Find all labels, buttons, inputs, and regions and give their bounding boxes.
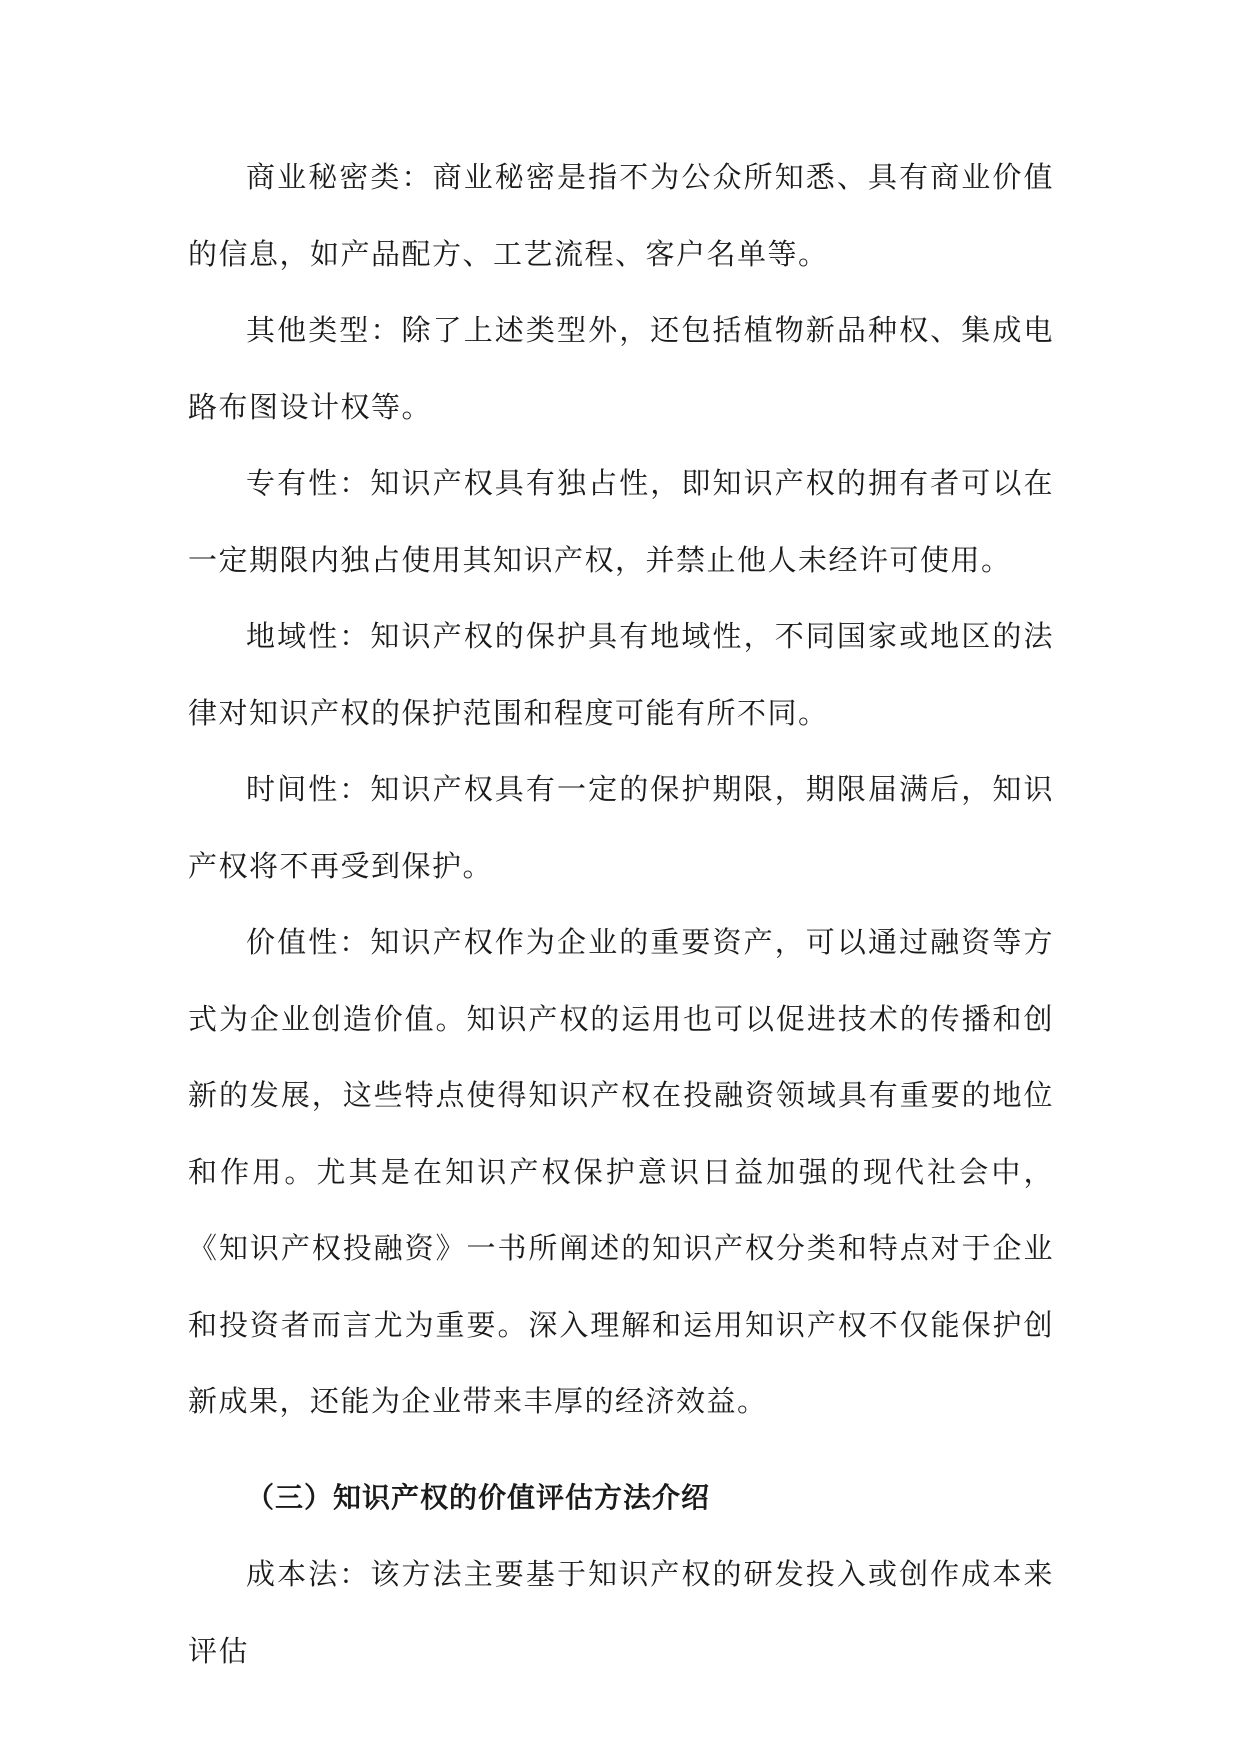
paragraph-timeliness: 时间性：知识产权具有一定的保护期限，期限届满后，知识产权将不再受到保护。 [188, 772, 1054, 883]
document-body [188, 139, 1054, 1689]
paragraph-cost-method: 成本法：该方法主要基于知识产权的研发投入或创作成本来评估 [188, 1557, 1054, 1668]
paragraph-other-types: 其他类型：除了上述类型外，还包括植物新品种权、集成电路布图设计权等。 [188, 313, 1054, 424]
section-heading: （三）知识产权的价值评估方法介绍 [246, 1480, 711, 1514]
paragraph-value: 价值性：知识产权作为企业的重要资产，可以通过融资等方式为企业创造价值。知识产权的运用也可以促进技术的传播和创新的发展，这些特点使得知识产权在投融资领域具有重要的地位和作用。尤其是在知识产权保护意识日益加强的现代社会中，《知识产权投融资》一书所阐述的知识产权分类和特点对于企业和投资者而言尤为重要。深入理解和运用知识产权不仅能保护创新成果，还能为企业带来丰厚的经济效益。 [188, 925, 1054, 1418]
paragraph-territoriality: 地域性：知识产权的保护具有地域性，不同国家或地区的法律对知识产权的保护范围和程度可能有所不同。 [188, 619, 1054, 730]
paragraph-exclusivity: 专有性：知识产权具有独占性，即知识产权的拥有者可以在一定期限内独占使用其知识产权，并禁止他人未经许可使用。 [188, 466, 1054, 577]
paragraph-trade-secret: 商业秘密类：商业秘密是指不为公众所知悉、具有商业价值的信息，如产品配方、工艺流程、客户名单等。 [188, 160, 1054, 271]
